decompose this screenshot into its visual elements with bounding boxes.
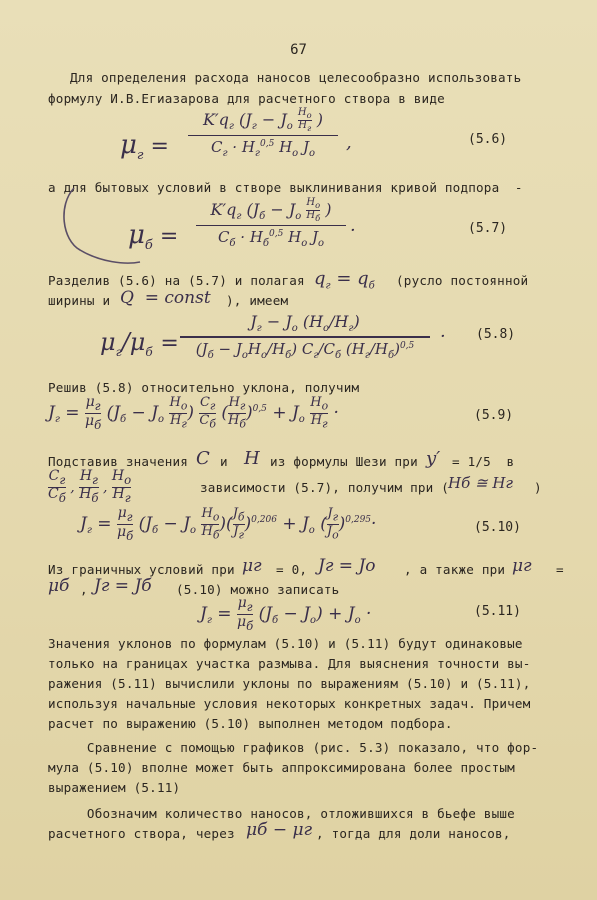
text-line: используя начальные условия некоторых конкретных задач. Причем [48,696,531,711]
eq57-lhs: $\mu_б$ = [128,220,179,254]
eq511-number: (5.11) [474,604,521,619]
text-line: Обозначим количество наносов, отложившихся в бьефе выше [48,806,515,821]
ratios: $C_г$ $C_б$ , $H_г$ $H_б$ , $H_o$ $H_г$ [48,468,132,505]
inline-C: C [196,448,210,469]
text-line: ) [534,480,542,495]
eq511-expression: $J_г$ = $\mu_г$ $\mu_б$ $(J_б - J_o) + J_o$ · [200,595,372,633]
text-line: только на границах участка размыва. Для выяснения точности вы- [48,656,531,671]
eq58-lhs: $\mu_г/\mu_б$ = [100,328,179,359]
text-line: , [80,582,88,597]
text-line: выражением (5.11) [48,780,181,795]
text-line: = 0, [276,562,308,577]
eq57-dot: · [350,220,356,241]
eq58-fraction: $J_г - J_o$ $(H_o/H_г)$ $(J_б - J_oH_o/H_б)$ $C_г/C_б$ $(H_г/H_б)^{0,5}$ [180,312,430,361]
text-line: ражения (5.11) вычислили уклоны по выражениям (5.10) и (5.11), [48,676,531,691]
text-line: Разделив (5.6) на (5.7) и полагая [48,273,305,288]
text-line: и [220,454,228,469]
text-line: (5.10) можно записать [176,582,340,597]
eq59-expression: $J_г$ = $\mu_г$ $\mu_б$ ($J_б - J_o$ $H_o$ $H_г$ ) $C_г$ $C_б$ ( $H_г$ $H_б$ )$^{0,5} + J_o$ $H_o$ $H_г$ · [48,394,339,432]
eq56-comma: , [346,132,352,153]
eq510-expression: $J_г$ = $\mu_г$ $\mu_б$ ($J_б - J_o$ $H_o$ $H_б$ )( $J_б$ $J_г$ )$^{0,206} + J_o$ ( $J_г$ $J_o$ )$^{0,295}$· [80,505,377,543]
text-line: ширины и [48,293,111,308]
qg-eq-qb: $q_г = q_б$ [314,268,375,292]
text-line: , тогда для доли наносов, [316,826,511,841]
text-line: , а также при [404,562,506,577]
eq57-number: (5.7) [468,221,508,236]
text-line: а для бытовых условий в створе выклинивания кривой подпора - [48,180,523,195]
text-line: формулу И.В.Егиазарова для расчетного створа в виде [48,91,445,106]
text-line: из формулы Шези при [270,454,418,469]
eq56-fraction: $K'q_г$ ($J_г - J_o$ $H_o$ $H_г$ ) $C_г \cdot H_г^{0,5}$ $H_o$ $J_o$ [188,108,338,159]
text-line: расчетного створа, через [48,826,235,841]
eq59-number: (5.9) [474,408,514,423]
text-line: = [556,562,564,577]
inline-Jg-eq-Jo: Jг = Jo [318,556,376,576]
q-const: Q = const [120,288,211,308]
inline-y-prime: y′ [426,448,441,469]
text-line: ), имеем [226,293,289,308]
eq56-number: (5.6) [468,132,508,147]
inline-Jg-eq-Jb: Jг = Jб [94,576,152,596]
text-line: Решив (5.8) относительно уклона, получим [48,380,360,395]
inline-mu-g-2: μг [512,556,532,576]
eq56-lhs: $\mu_г$ = [120,130,169,164]
hb-approx: Hб ≅ Hг [448,474,514,492]
handwritten-bracket-mark [0,0,597,300]
eq58-number: (5.8) [476,327,516,342]
eq58-dot: · [440,326,446,347]
text-line: = 1/5 в [452,454,515,469]
inline-mu-b: μб [48,576,70,596]
eq57-fraction: $K'q_г$ ($J_б - J_o$ $H_o$ $H_б$ ) $C_б \cdot H_б^{0,5}$ $H_o$ $J_o$ [196,198,346,249]
text-line: Значения уклонов по формулам (5.10) и (5.11) будут одинаковые [48,636,523,651]
inline-H: H [244,448,260,469]
text-line: Сравнение с помощью графиков (рис. 5.3) показало, что фор- [48,740,539,755]
text-line: Подставив значения [48,454,189,469]
text-line: Для определения расхода наносов целесообразно использовать [70,70,522,85]
eq510-number: (5.10) [474,520,521,535]
text-line: Из граничных условий при [48,562,235,577]
inline-mu-g: μг [242,556,262,576]
text-line: мула (5.10) вполне может быть аппроксимирована более простым [48,760,515,775]
text-line: зависимости (5.7), получим при ( [200,480,450,495]
inline-mu-diff: μб − μг [246,820,313,840]
text-line: расчет по выражению (5.10) выполнен методом подбора. [48,716,453,731]
text-line: (русло постоянной [396,273,529,288]
page-number: 67 [290,42,307,58]
